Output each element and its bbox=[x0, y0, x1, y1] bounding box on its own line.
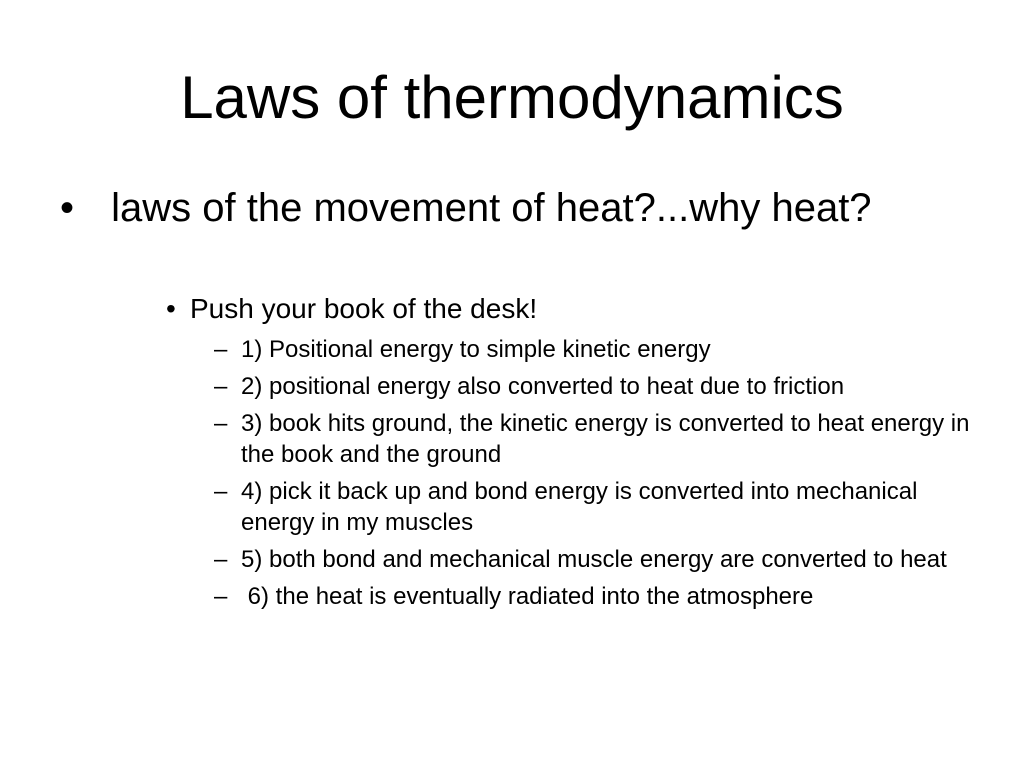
list-item-text: 6) the heat is eventually radiated into the atmosphere bbox=[241, 583, 814, 610]
list-item-text: 1) Positional energy to simple kinetic energy bbox=[241, 336, 711, 363]
dash-icon: – bbox=[214, 373, 228, 400]
bullet-icon: • bbox=[60, 186, 75, 230]
list-item bbox=[214, 408, 974, 470]
list-item-text: 4) pick it back up and bond energy is converted into mechanical energy in my muscles bbox=[241, 478, 918, 536]
list-item-text: 5) both bond and mechanical muscle energy are converted to heat bbox=[241, 546, 947, 573]
bullet-icon: • bbox=[166, 293, 176, 324]
list-item bbox=[214, 476, 974, 538]
slide-title: Laws of thermodynamics bbox=[180, 64, 844, 131]
list-item-text: 3) book hits ground, the kinetic energy is converted to heat energy in the book and the ground bbox=[241, 410, 970, 468]
bullet-level1-text: laws of the movement of heat?...why heat? bbox=[100, 186, 872, 230]
list-item-text: 2) positional energy also converted to heat due to friction bbox=[241, 373, 845, 400]
dash-icon: – bbox=[214, 336, 228, 363]
dash-icon: – bbox=[214, 583, 228, 610]
bullet-level2-text: Push your book of the desk! bbox=[190, 293, 538, 324]
bullet-level1 bbox=[60, 186, 900, 230]
dash-icon: – bbox=[214, 546, 228, 573]
bullet-level2 bbox=[166, 292, 537, 326]
list-item bbox=[214, 581, 974, 612]
sub-bullet-list bbox=[214, 334, 974, 618]
dash-icon: – bbox=[214, 410, 228, 437]
list-item bbox=[214, 371, 974, 402]
dash-icon: – bbox=[214, 478, 228, 505]
list-item bbox=[214, 544, 974, 575]
list-item bbox=[214, 334, 974, 365]
